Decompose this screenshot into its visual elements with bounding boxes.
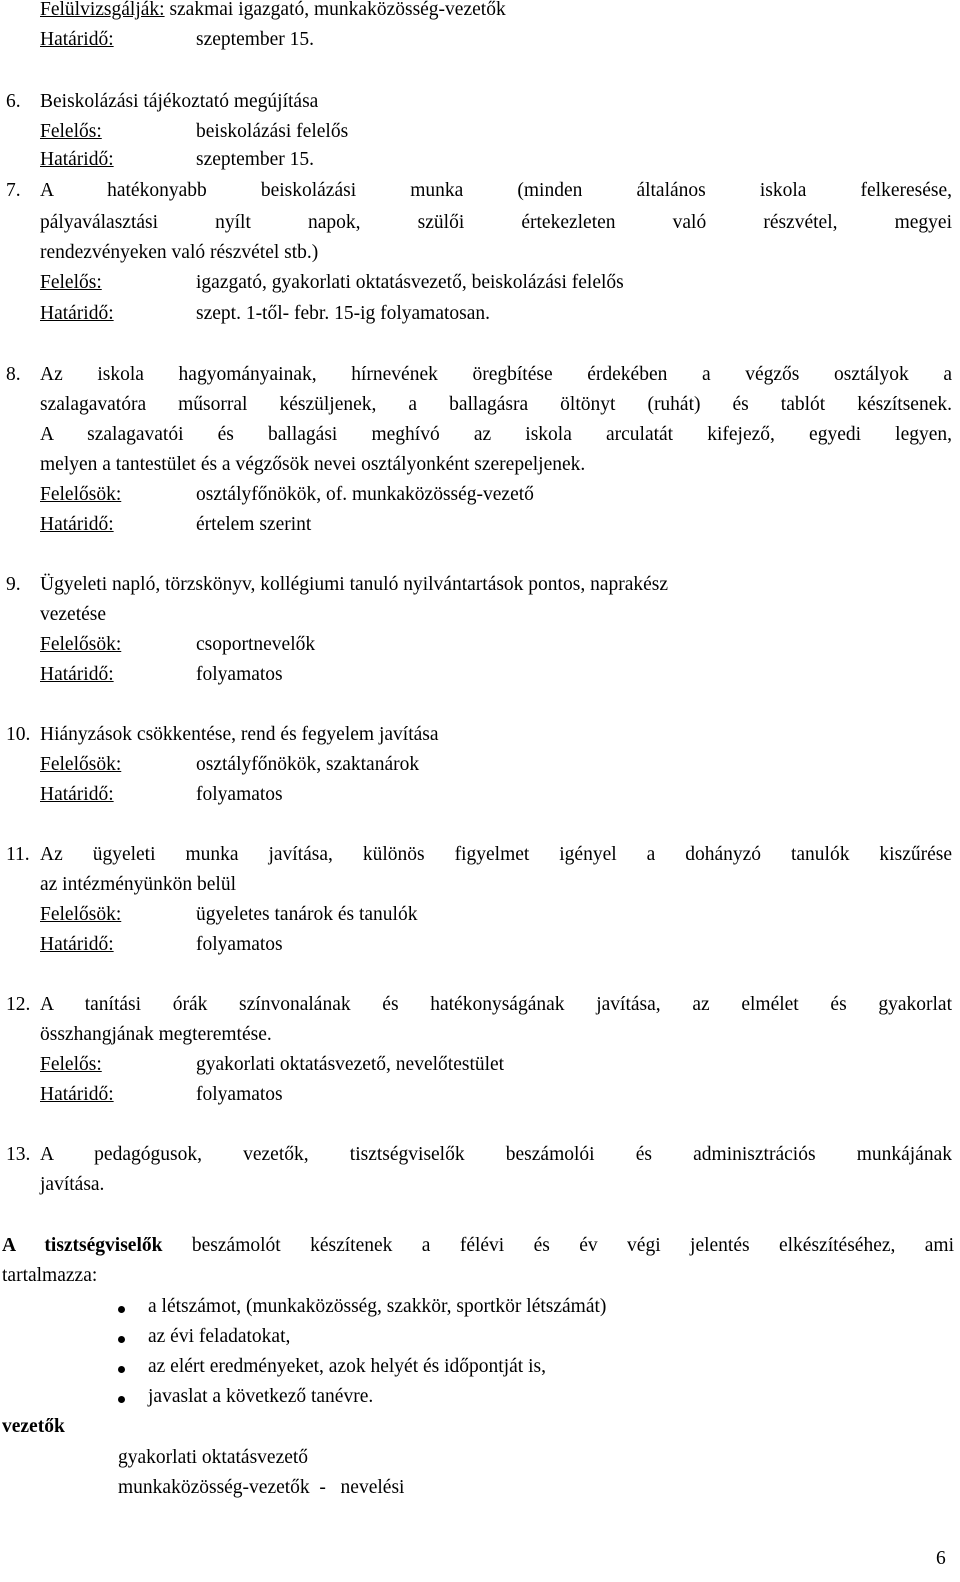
bullet-item: az évi feladatokat, [148,1326,291,1347]
responsible-value: csoportnevelők [196,634,316,655]
top-deadline-value: szeptember 15. [196,29,315,50]
deadline-label: Határidő: [40,1084,114,1105]
item-number: 11. [6,844,30,865]
item-number: 7. [6,180,21,201]
responsible-label: Felelős: [40,121,102,142]
item-number: 12. [6,994,31,1015]
responsible-value: gyakorlati oktatásvezető, nevelőtestület [196,1054,505,1075]
item-text-line: rendezvényeken való részvétel stb.) [40,242,319,263]
deadline-value: szeptember 15. [196,149,315,170]
deadline-value: folyamatos [196,1084,283,1105]
deadline-value: folyamatos [196,784,283,805]
deadline-label: Határidő: [40,664,114,685]
responsible-value: beiskolázási felelős [196,121,349,142]
responsible-label: Felelősök: [40,484,122,505]
responsible-value: osztályfőnökök, szaktanárok [196,754,420,775]
officials-bold-lead: A tisztségviselők [2,1235,163,1256]
deadline-value: értelem szerint [196,514,312,535]
reviewers-value: szakmai igazgató, munkaközösség-vezetők [169,0,506,20]
leaders-line: gyakorlati oktatásvezető [118,1447,309,1468]
responsible-label: Felelős: [40,272,102,293]
deadline-label: Határidő: [40,149,114,170]
officials-line1-rest: beszámolót készítenek a félévi és év végi jelentés elkészítéséhez, ami [191,1235,955,1256]
item-number: 9. [6,574,21,595]
officials-paragraph-line2: tartalmazza: [2,1265,98,1286]
deadline-label: Határidő: [40,303,114,324]
item-text-line: Hiányzások csökkentése, rend és fegyelem javítása [40,724,439,745]
responsible-label: Felelősök: [40,904,122,925]
item-text-line: javítása. [40,1174,105,1195]
item-text-line: Ügyeleti napló, törzskönyv, kollégiumi tanuló nyilvántartások pontos, naprakész [40,574,669,595]
item-text-line: Beiskolázási tájékoztató megújítása [40,91,319,112]
item-text-line: az intézményünkön belül [40,874,237,895]
responsible-value: igazgató, gyakorlati oktatásvezető, beiskolázási felelős [196,272,624,293]
responsible-value: osztályfőnökök, of. munkaközösség-vezető [196,484,534,505]
responsible-label: Felelős: [40,1054,102,1075]
reviewers-label: Felülvizsgálják: [40,0,165,20]
item-text-line: A szalagavatói és ballagási meghívó az iskola arculatát kifejező, egyedi legyen, [40,424,952,445]
item-text-line: A tanítási órák színvonalának és hatékonyságának javítása, az elmélet és gyakorlat [40,994,952,1015]
deadline-label: Határidő: [40,514,114,535]
bullet-icon [118,1396,125,1403]
deadline-value: szept. 1-től- febr. 15-ig folyamatosan. [196,303,491,324]
leaders-heading: vezetők [2,1416,65,1437]
bullet-icon [118,1306,125,1313]
bullet-item: az elért eredményeket, azok helyét és időpontját is, [148,1356,546,1377]
deadline-label: Határidő: [40,934,114,955]
top-deadline-label: Határidő: [40,29,114,50]
responsible-label: Felelősök: [40,754,122,775]
item-text-line: összhangjának megteremtése. [40,1024,272,1045]
deadline-value: folyamatos [196,934,283,955]
leaders-line: munkaközösség-vezetők - nevelési [118,1477,405,1498]
item-text-line: vezetése [40,604,107,625]
responsible-value: ügyeletes tanárok és tanulók [196,904,418,925]
reviewers-row [40,0,506,23]
item-text-line: A hatékonyabb beiskolázási munka (minden általános iskola felkeresése, [40,180,952,201]
item-number: 10. [6,724,31,745]
item-text-line: Az iskola hagyományainak, hírnevének öregbítése érdekében a végzős osztályok a [40,364,952,385]
officials-paragraph-line1 [2,1233,954,1259]
bullet-icon [118,1366,125,1373]
bullet-item: javaslat a következő tanévre. [148,1386,374,1407]
item-number: 8. [6,364,21,385]
item-text-line: Az ügyeleti munka javítása, különös figyelmet igényel a dohányzó tanulók kiszűrése [40,844,952,865]
page-number: 6 [936,1548,946,1569]
deadline-label: Határidő: [40,784,114,805]
item-text-line: A pedagógusok, vezetők, tisztségviselők beszámolói és adminisztrációs munkájának [40,1144,952,1165]
item-text-line: melyen a tantestület és a végzősök nevei osztályonként szerepeljenek. [40,454,586,475]
item-text-line: pályaválasztási nyílt napok, szülői értekezleten való részvétel, megyei [40,212,952,233]
deadline-value: folyamatos [196,664,283,685]
bullet-item: a létszámot, (munkaközösség, szakkör, sportkör létszámát) [148,1296,607,1317]
item-number: 6. [6,91,21,112]
item-text-line: szalagavatóra műsorral készüljenek, a ballagásra öltönyt (ruhát) és tablót készítsenek. [40,394,952,415]
responsible-label: Felelősök: [40,634,122,655]
item-number: 13. [6,1144,31,1165]
bullet-icon [118,1336,125,1343]
